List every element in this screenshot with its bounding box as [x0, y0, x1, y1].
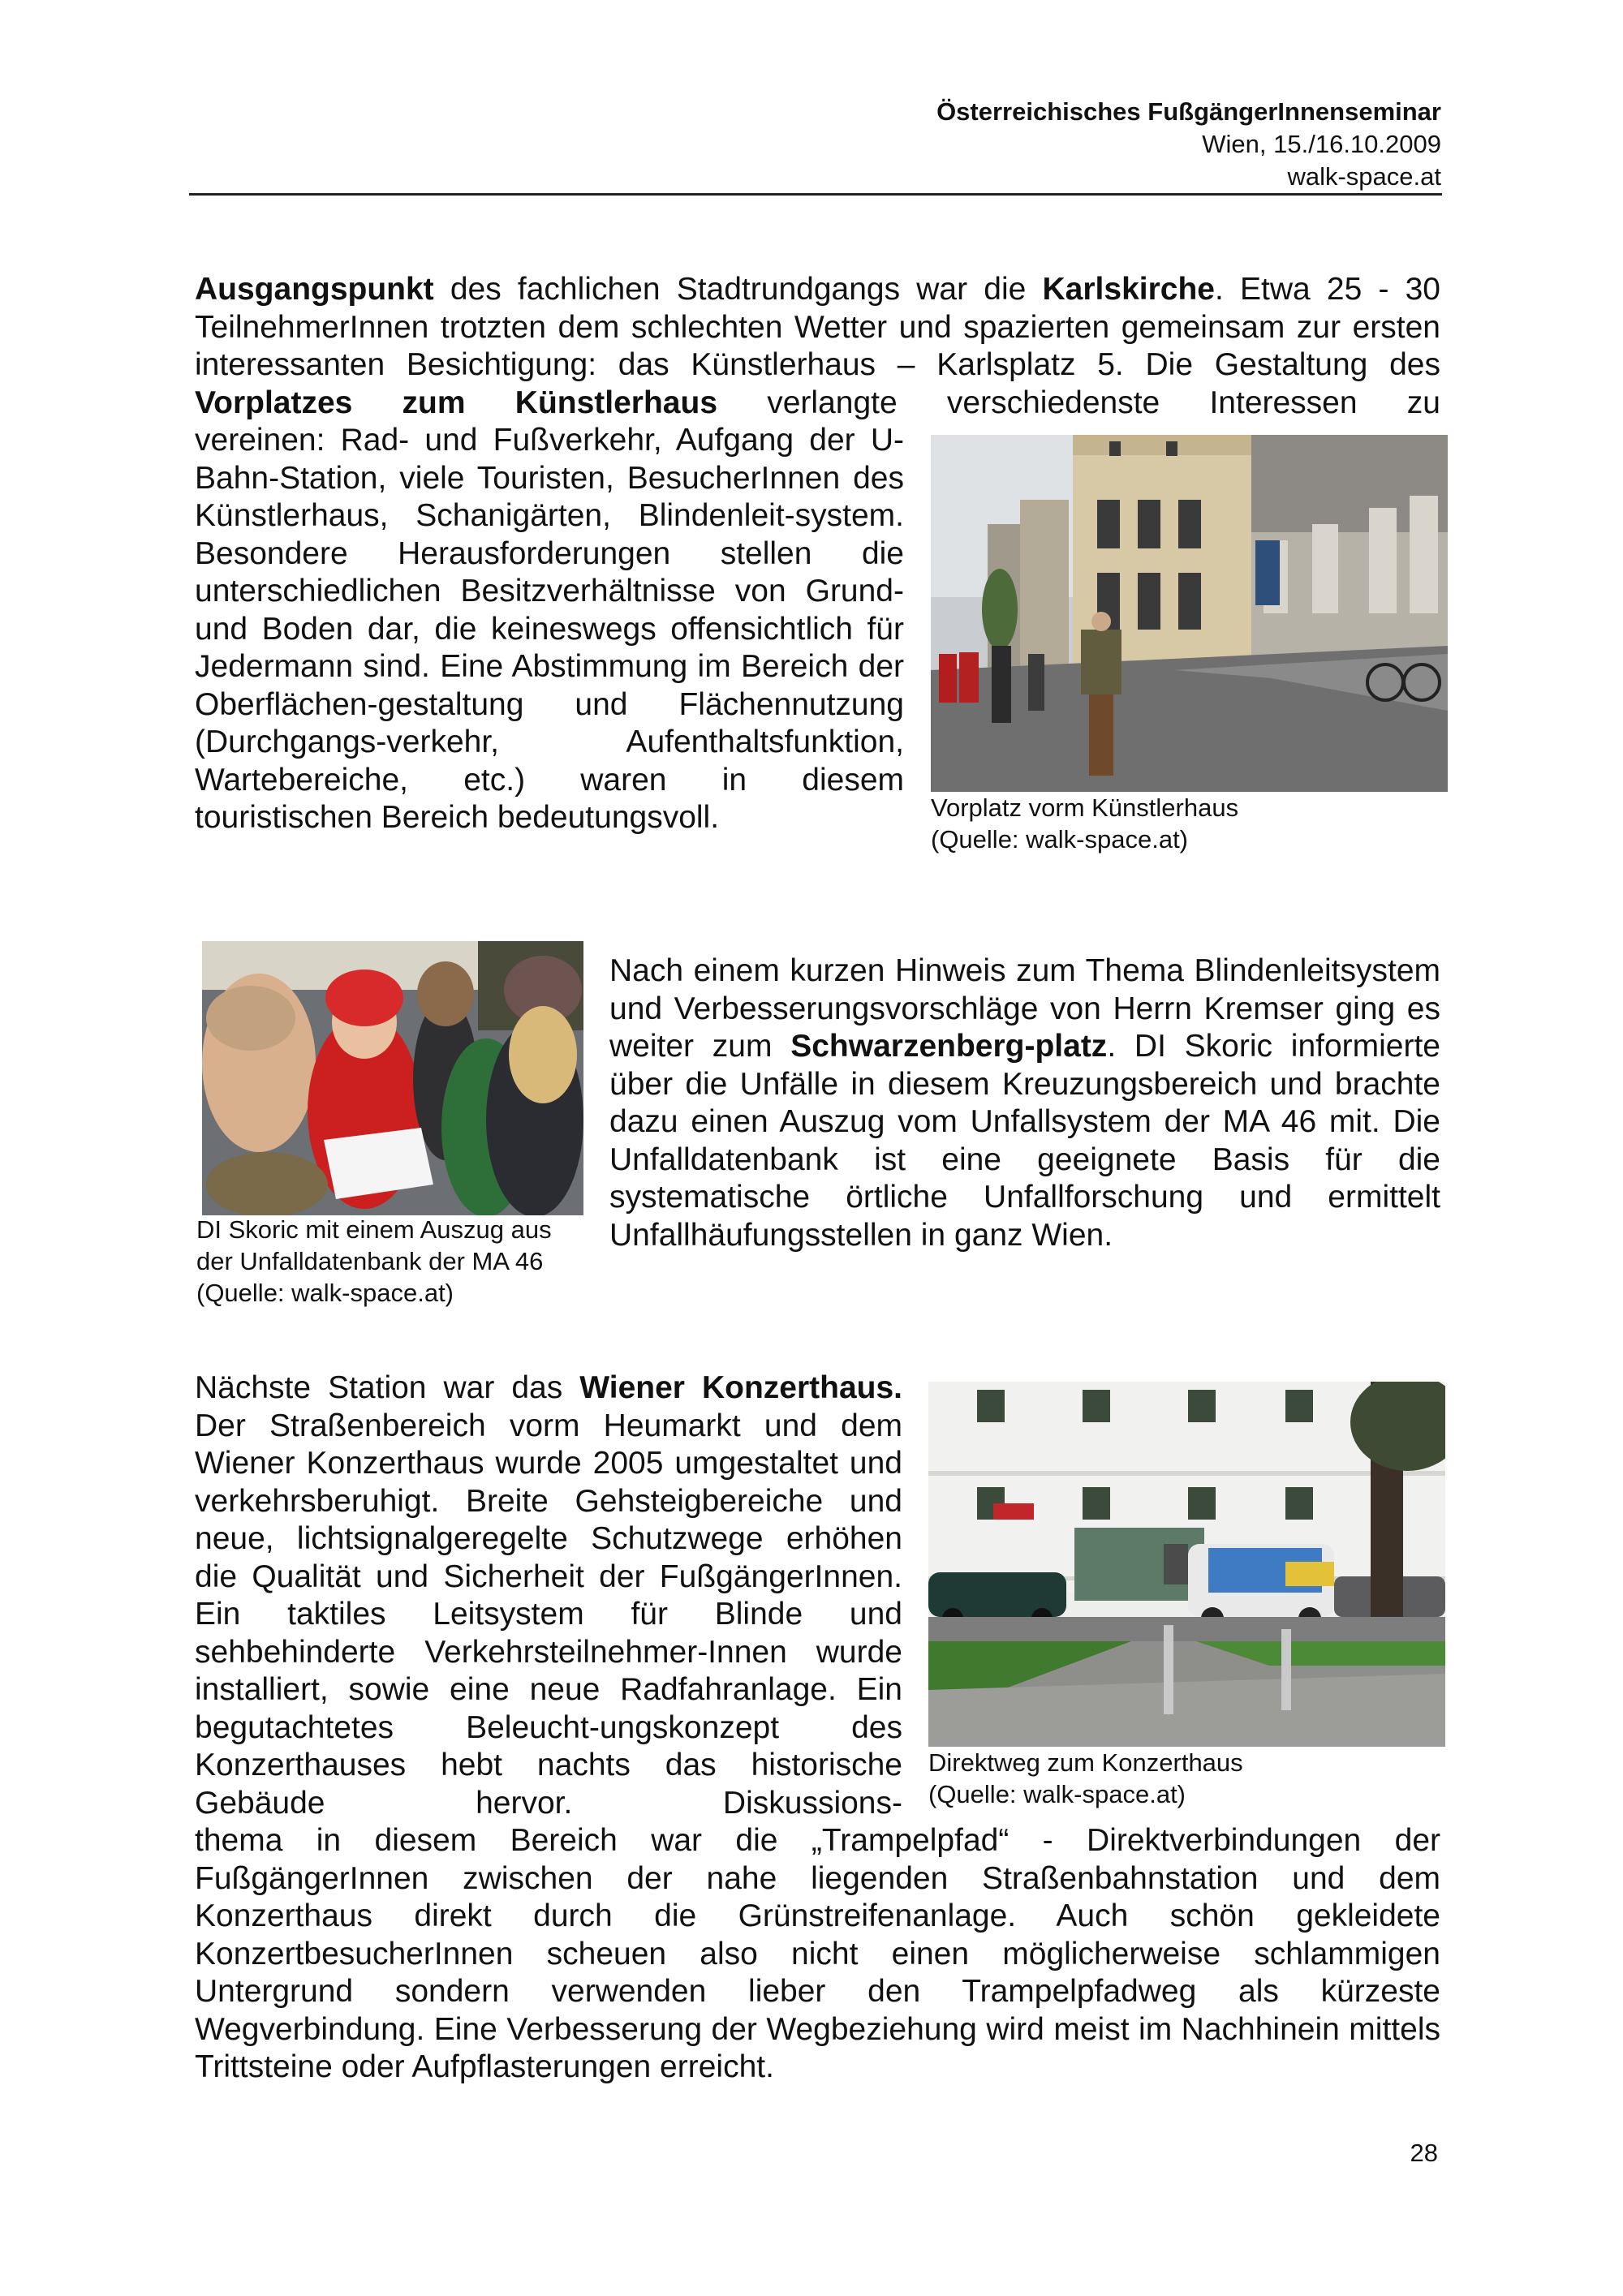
section2-text: Nach einem kurzen Hinweis zum Thema Blindenleitsystem und Verbesserungsvorschläge von Herrn Kremser ging es weiter zum Schwarzenberg-platz. DI Skoric informierte über die Unfälle in diesem Kreuzungsbereich und brachte dazu einen Auszug vom Unfallsystem der MA 46 mit. Die Unfalldatenbank ist eine geeignete Basis für die systematische örtliche Unfallforschung und ermittelt Unfallhäufungsstellen in ganz Wien. — [609, 953, 1440, 1253]
header-title: Österreichisches FußgängerInnenseminar — [936, 97, 1441, 126]
header-website: walk-space.at — [1287, 162, 1441, 191]
section1-side-text: vereinen: Rad- und Fußverkehr, Aufgang der U-Bahn-Station, viele Touristen, BesucherInnen des Künstlerhaus, Schanigärten, Blindenleit-system. Besondere Herausforderungen stellen die unterschiedlichen Besitzverhältnisse von Grund- und Boden dar, die keineswegs offensichtlich für Jedermann sind. Eine Abstimmung im Bereich der Oberflächen-gestaltung und Flächennutzung (Durchgangs-verkehr, Aufenthaltsfunktion, Wartebereiche, etc.) waren in diesem touristischen Bereich bedeutungsvoll. — [195, 423, 904, 835]
bold-karlskirche: Karlskirche — [1042, 272, 1215, 307]
bold-ausgangspunkt: Ausgangspunkt — [195, 272, 434, 307]
bold-konzerthaus: Wiener Konzerthaus. — [579, 1370, 902, 1405]
page-header — [711, 96, 1441, 193]
section1-intro: Ausgangspunkt des fachlichen Stadtrundgangs war die Karlskirche. Etwa 25 - 30 TeilnehmerInnen trotzten dem schlechten Wetter und spazierten gemeinsam zur ersten interessanten Besichtigung: das Künstlerhaus – Karlsplatz 5. Die Gestaltung des Vorplatzes zum Künstlerhaus verlangte verschiedenste Interessen zu — [195, 272, 1440, 420]
photo-kuenstlerhaus — [931, 435, 1448, 792]
page-number: 28 — [1410, 2139, 1438, 2167]
figure1-caption: Vorplatz vorm Künstlerhaus (Quelle: walk-space.at) — [931, 793, 1239, 853]
photo-konzerthaus — [928, 1382, 1445, 1747]
header-date: Wien, 15./16.10.2009 — [1202, 130, 1441, 158]
section3-side-text: Nächste Station war das Wiener Konzerthaus. Der Straßenbereich vorm Heumarkt und dem Wiener Konzerthaus wurde 2005 umgestaltet und verkehrsberuhigt. Breite Gehsteigbereiche und neue, lichtsignalgeregelte Schutzwege erhöhen die Qualität und Sicherheit der FußgängerInnen. Ein taktiles Leitsystem für Blinde und sehbehinderte Verkehrsteilnehmer-Innen wurde installiert, sowie eine neue Radfahranlage. Ein begutachtetes Beleucht-ungskonzept des Konzerthauses hebt nachts das historische Gebäude hervor. Diskussions- — [195, 1370, 902, 1821]
photo-group-skoric — [202, 941, 583, 1215]
figure2-caption: DI Skoric mit einem Auszug aus der Unfalldatenbank der MA 46 (Quelle: walk-space.at) — [196, 1215, 552, 1307]
section3-full-text: thema in diesem Bereich war die „Trampelpfad“ - Direktverbindungen der FußgängerInnen zwischen der nahe liegenden Straßenbahnstation und dem Konzerthaus direkt durch die Grünstreifenanlage. Auch schön gekleidete KonzertbesucherInnen scheuen also nicht einen möglicherweise schlammigen Untergrund sondern verwenden lieber den Trampelpfadweg als kürzeste Wegverbindung. Eine Verbesserung der Wegbeziehung wird meist im Nachhinein mittels Trittsteine oder Aufpflasterungen erreicht. — [195, 1823, 1440, 2084]
bold-schwarzenbergplatz: Schwarzenberg-platz — [790, 1029, 1108, 1064]
header-divider — [189, 193, 1442, 196]
figure3-caption: Direktweg zum Konzerthaus (Quelle: walk-space.at) — [928, 1748, 1243, 1808]
bold-vorplatz: Vorplatzes zum Künstlerhaus — [195, 385, 718, 420]
